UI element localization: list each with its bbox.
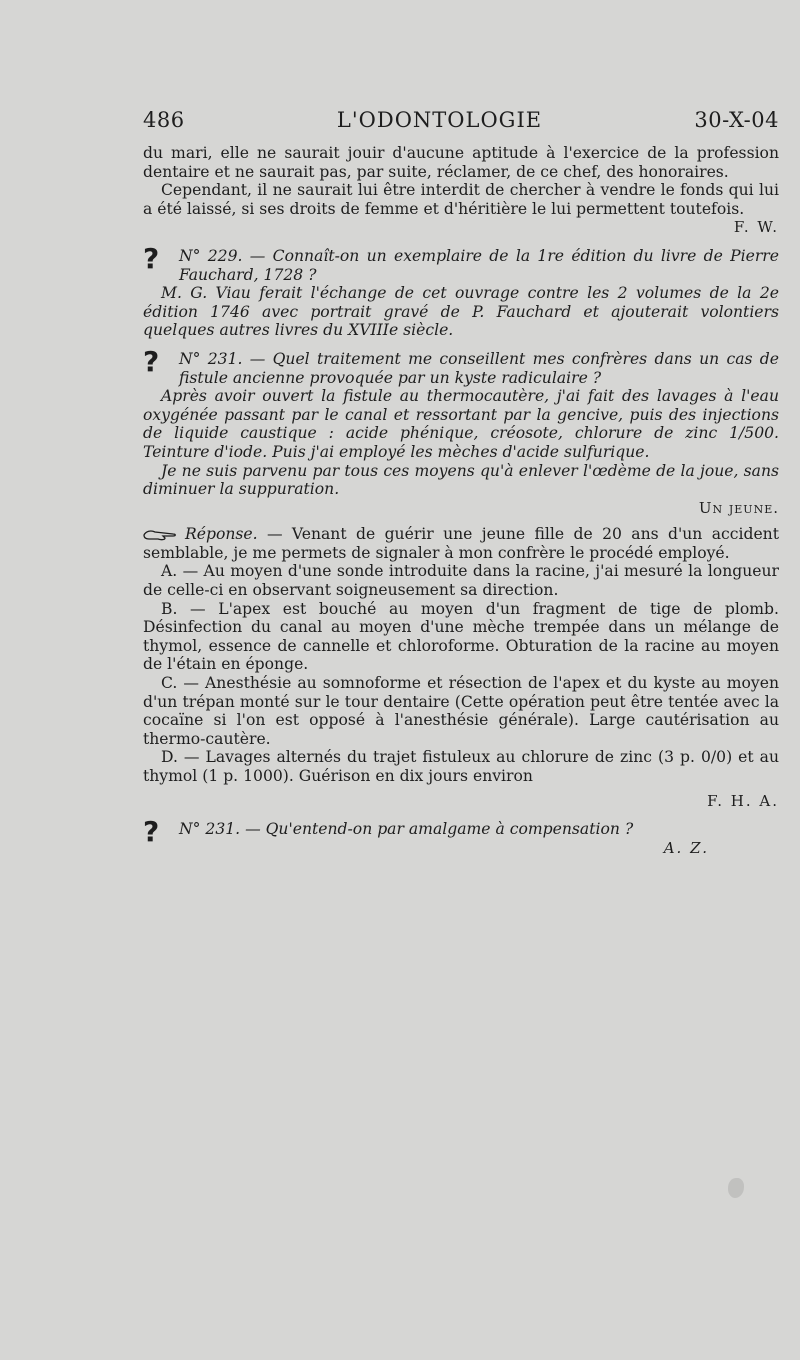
question-231-amalgame-signature: A. Z. xyxy=(663,838,709,857)
pointing-hand-icon xyxy=(143,529,177,541)
reponse-item-b: B. — L'apex est bouché au moyen d'un fragment de tige de plomb. Désinfection du canal au moyen d'une mèche trempée dans un mélange de thymol, essence de cannelle et chloroforme. Obturation de la racine au moyen de l'étain en éponge. xyxy=(143,599,779,674)
page-number: 486 xyxy=(143,108,185,132)
reponse-lead: — Venant de guérir une jeune fille de 20 ans d'un accident semblable, je me permets de signaler à mon confrère le procédé employé. xyxy=(143,525,779,562)
page-body xyxy=(143,144,779,857)
intro-paragraph-2: Cependant, il ne saurait lui être interdit de chercher à vendre le fonds qui lui a été laissé, si ses droits de femme et d'héritière le lui permettent toutefois. xyxy=(143,181,779,218)
journal-title: L'ODONTOLOGIE xyxy=(336,108,543,132)
question-231-body-2: Je ne suis parvenu par tous ces moyens qu'à enlever l'œdème de la joue, sans diminuer la suppuration. xyxy=(143,461,779,499)
question-231-amalgame-text: N° 231. — Qu'entend-on par amalgame à compensation ? xyxy=(179,820,634,839)
reponse-signature: F. H. A. xyxy=(707,791,779,810)
reponse-block xyxy=(143,525,779,810)
question-229 xyxy=(143,241,779,284)
question-231-fistule xyxy=(143,344,779,387)
question-231-amalgame xyxy=(143,815,779,857)
text-column xyxy=(143,108,779,857)
question-231-body-1: Après avoir ouvert la fistule au thermocautère, j'ai fait des lavages à l'eau oxygénée passant par le canal et ressortant par la gencive, puis des injections de liquide caustique : acide phénique, créosote, chlorure de zinc 1/500. Teinture d'iode. Puis j'ai employé les mèches d'acide sulfurique. xyxy=(143,387,779,461)
reponse-item-a: A. — Au moyen d'une sonde introduite dans la racine, j'ai mesuré la longueur de celle-ci en observant soigneusement sa direction. xyxy=(143,562,779,600)
question-231-signature: Un jeune. xyxy=(698,498,779,517)
question-231-fistule-text: N° 231. — Quel traitement me conseillent mes confrères dans un cas de fistule ancienne provoquée par un kyste radiculaire ? xyxy=(179,349,779,387)
paper-stain xyxy=(728,1178,744,1198)
reponse-item-c: C. — Anesthésie au somnoforme et résection de l'apex et du kyste au moyen d'un trépan monté sur le tour dentaire (Cette opération peut être tentée avec la cocaïne si l'on est opposé à l'anesthésie générale). Large cautérisation au thermo-cautère. xyxy=(143,674,779,748)
reponse-label: Réponse. xyxy=(185,525,258,544)
question-mark-icon: ? xyxy=(143,241,160,275)
issue-date: 30-X-04 xyxy=(694,108,779,132)
running-header xyxy=(143,108,779,144)
question-229-text: N° 229. — Connaît-on un exemplaire de la 1re édition du livre de Pierre Fauchard, 1728 ? xyxy=(179,246,779,284)
intro-signature: F. W. xyxy=(733,218,779,237)
question-mark-icon: ? xyxy=(143,344,160,378)
intro-paragraph-1: du mari, elle ne saurait jouir d'aucune aptitude à l'exercice de la profession dentaire et ne saurait pas, par suite, réclamer, de ce chef, des honoraires. xyxy=(143,144,779,181)
reponse-item-d: D. — Lavages alternés du trajet fistuleux au chlorure de zinc (3 p. 0/0) et au thymol (1 p. 1000). Guérison en dix jours environ xyxy=(143,748,779,785)
question-mark-icon: ? xyxy=(143,815,160,849)
answer-229-text: M. G. Viau ferait l'échange de cet ouvrage contre les 2 volumes de la 2e édition 1746 avec portrait gravé de P. Fauchard et ajouterait volontiers quelques autres livres du XVIIIe siècle. xyxy=(143,284,779,340)
